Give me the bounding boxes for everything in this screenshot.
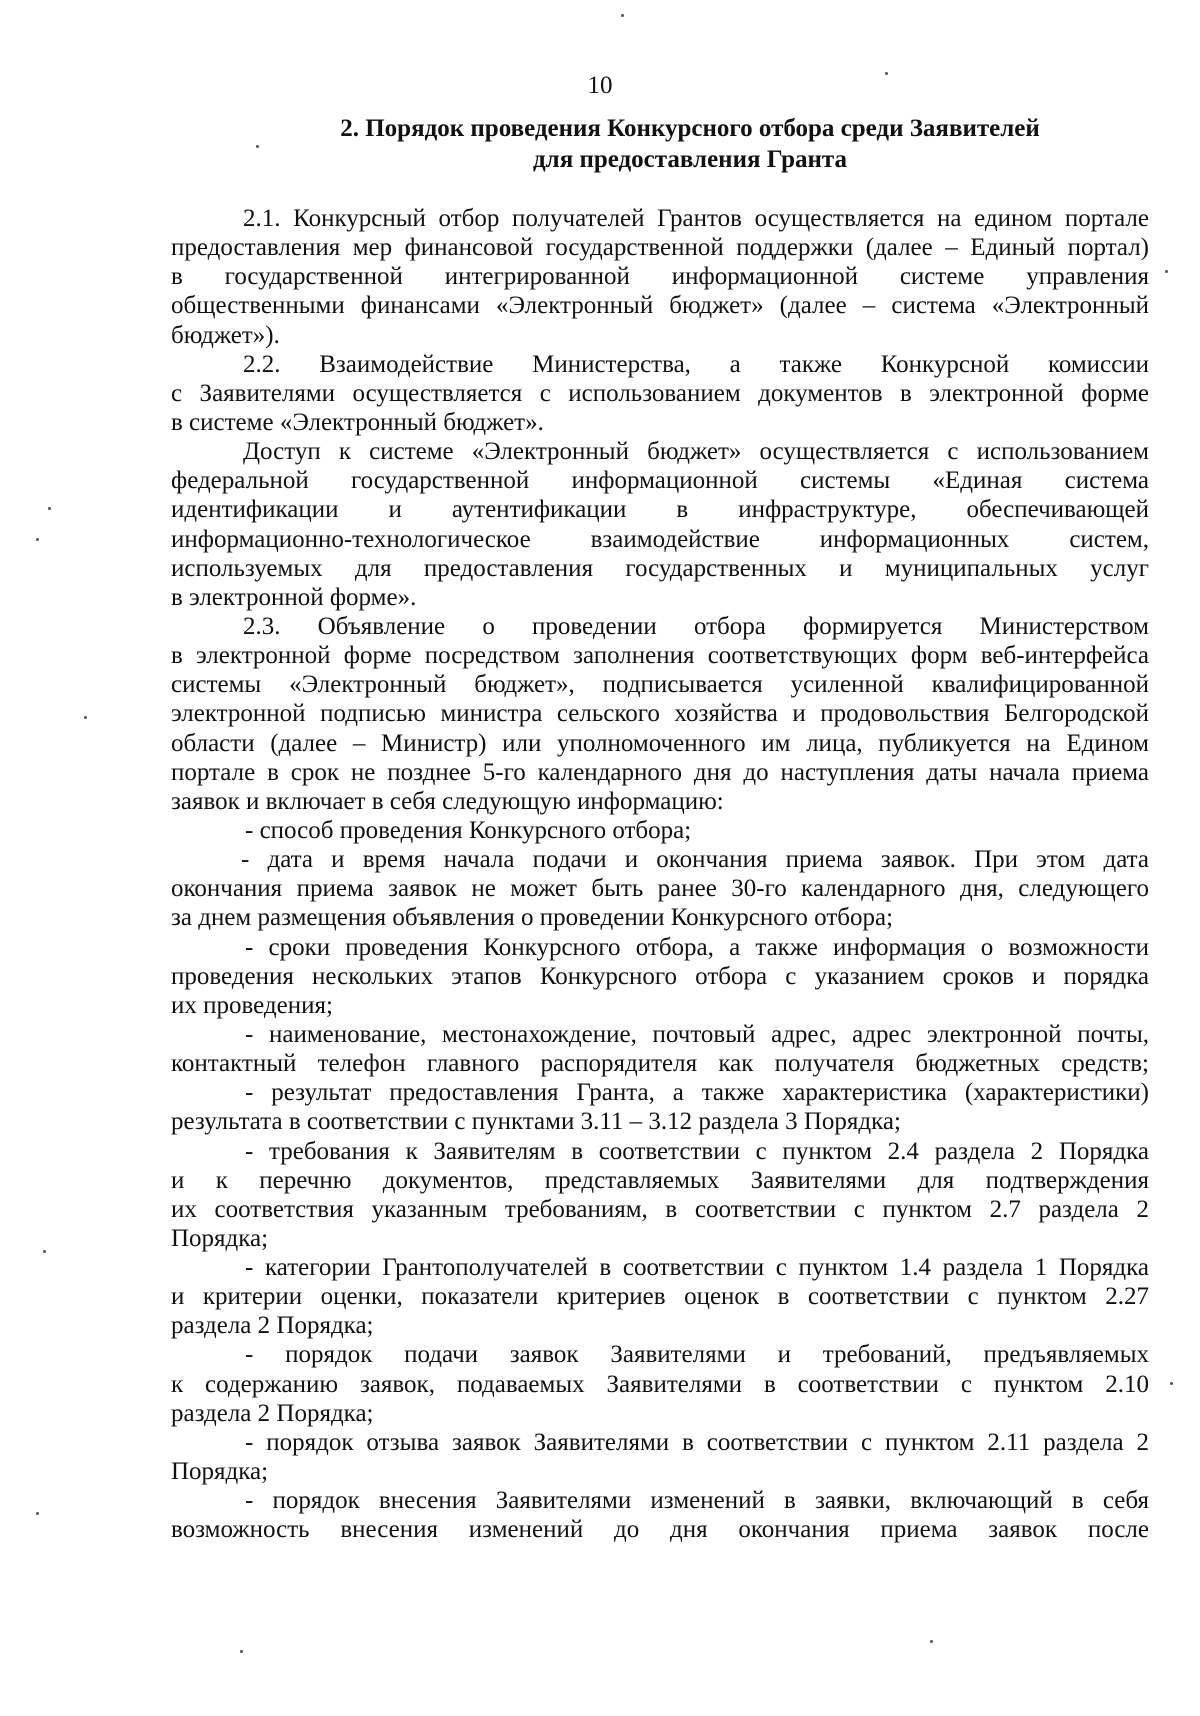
text-line: предоставления мер финансовой государственной поддержки (далее – Единый портал) — [171, 234, 1149, 262]
text-line: раздела 2 Порядка; — [171, 1399, 374, 1427]
text-line: в государственной интегрированной информационной системе управления — [171, 263, 1149, 291]
scan-speck — [1170, 1382, 1173, 1385]
text-line: 2.3. Объявление о проведении отбора формируется Министерством — [243, 612, 1149, 640]
scan-speck — [1165, 270, 1168, 273]
text-line: - сроки проведения Конкурсного отбора, а также информация о возможности — [245, 933, 1149, 961]
text-line: Доступ к системе «Электронный бюджет» осуществляется с использованием — [243, 438, 1149, 466]
text-line: - категории Грантополучателей в соответствии с пунктом 1.4 раздела 1 Порядка — [245, 1254, 1149, 1282]
scan-speck — [84, 716, 87, 719]
text-line: области (далее – Министр) или уполномоченного им лица, публикуется на Едином — [171, 729, 1149, 757]
text-line: - требования к Заявителям в соответствии с пунктом 2.4 раздела 2 Порядка — [245, 1137, 1149, 1165]
text-line: в электронной форме». — [171, 583, 417, 611]
text-line: 2.2. Взаимодействие Министерства, а также Конкурсной комиссии — [243, 350, 1149, 378]
text-line: федеральной государственной информационной системы «Единая система — [171, 467, 1149, 495]
text-line: - порядок подачи заявок Заявителями и требований, предъявляемых — [245, 1341, 1149, 1369]
text-line: бюджет»). — [171, 321, 280, 349]
text-line: идентификации и аутентификации в инфраструктуре, обеспечивающей — [171, 496, 1149, 524]
scan-speck — [621, 14, 624, 17]
text-line: к содержанию заявок, подаваемых Заявителями в соответствии с пунктом 2.10 — [171, 1370, 1149, 1398]
text-line: общественными финансами «Электронный бюджет» (далее – система «Электронный — [171, 292, 1149, 320]
text-line: используемых для предоставления государственных и муниципальных услуг — [171, 554, 1149, 582]
text-line: контактный телефон главного распорядителя как получателя бюджетных средств; — [171, 1050, 1149, 1078]
text-line: - дата и время начала подачи и окончания приема заявок. При этом дата — [241, 846, 1149, 874]
text-line: их соответствия указанным требованиям, в соответствии с пунктом 2.7 раздела 2 — [171, 1195, 1149, 1223]
text-line: информационно-технологическое взаимодействие информационных систем, — [171, 525, 1149, 553]
text-line: портале в срок не позднее 5-го календарного дня до наступления даты начала приема — [171, 758, 1149, 786]
scan-speck — [48, 507, 51, 510]
text-line: в системе «Электронный бюджет». — [171, 408, 544, 436]
text-line: электронной подписью министра сельского хозяйства и продовольствия Белгородской — [171, 700, 1149, 728]
page-number: 10 — [587, 72, 613, 99]
text-line: Порядка; — [171, 1224, 269, 1252]
text-line: - порядок внесения Заявителями изменений в заявки, включающий в себя — [245, 1487, 1149, 1515]
text-line: системы «Электронный бюджет», подписывается усиленной квалифицированной — [171, 671, 1149, 699]
section-heading — [300, 113, 1080, 175]
text-line: окончания приема заявок не может быть ранее 30-го календарного дня, следующего — [171, 875, 1149, 903]
text-line: - наименование, местонахождение, почтовый адрес, адрес электронной почты, — [245, 1020, 1149, 1048]
section-heading-line: 2. Порядок проведения Конкурсного отбора среди Заявителей — [340, 115, 1040, 142]
scan-speck — [240, 1650, 243, 1653]
text-line: результата в соответствии с пунктами 3.11 – 3.12 раздела 3 Порядка; — [171, 1108, 901, 1136]
scan-speck — [43, 1250, 46, 1253]
text-line: заявок и включает в себя следующую информацию: — [171, 787, 724, 815]
text-line: с Заявителями осуществляется с использованием документов в электронной форме — [171, 379, 1149, 407]
text-line: их проведения; — [171, 991, 333, 1019]
text-line: раздела 2 Порядка; — [171, 1312, 374, 1340]
text-line: - результат предоставления Гранта, а также характеристика (характеристики) — [245, 1079, 1149, 1107]
scan-speck — [885, 72, 888, 75]
scan-speck — [36, 538, 39, 541]
body-text — [171, 204, 1149, 1544]
text-line: в электронной форме посредством заполнения соответствующих форм веб-интерфейса — [171, 642, 1149, 670]
text-line: 2.1. Конкурсный отбор получателей Грантов осуществляется на едином портале — [243, 205, 1149, 232]
text-line: Порядка; — [171, 1458, 269, 1486]
scan-speck — [256, 145, 259, 148]
text-line: за днем размещения объявления о проведении Конкурсного отбора; — [171, 904, 894, 932]
text-line: - способ проведения Конкурсного отбора; — [245, 816, 692, 844]
text-line: проведения нескольких этапов Конкурсного отбора с указанием сроков и порядка — [171, 962, 1149, 990]
scan-speck — [36, 1512, 39, 1515]
text-line: возможность внесения изменений до дня окончания приема заявок после — [171, 1516, 1149, 1544]
section-heading-line: для предоставления Гранта — [533, 146, 847, 173]
scan-speck — [930, 1640, 933, 1643]
text-line: и к перечню документов, представляемых Заявителями для подтверждения — [171, 1166, 1149, 1194]
text-line: - порядок отзыва заявок Заявителями в соответствии с пунктом 2.11 раздела 2 — [245, 1428, 1149, 1456]
text-line: и критерии оценки, показатели критериев оценок в соответствии с пунктом 2.27 — [171, 1283, 1149, 1311]
